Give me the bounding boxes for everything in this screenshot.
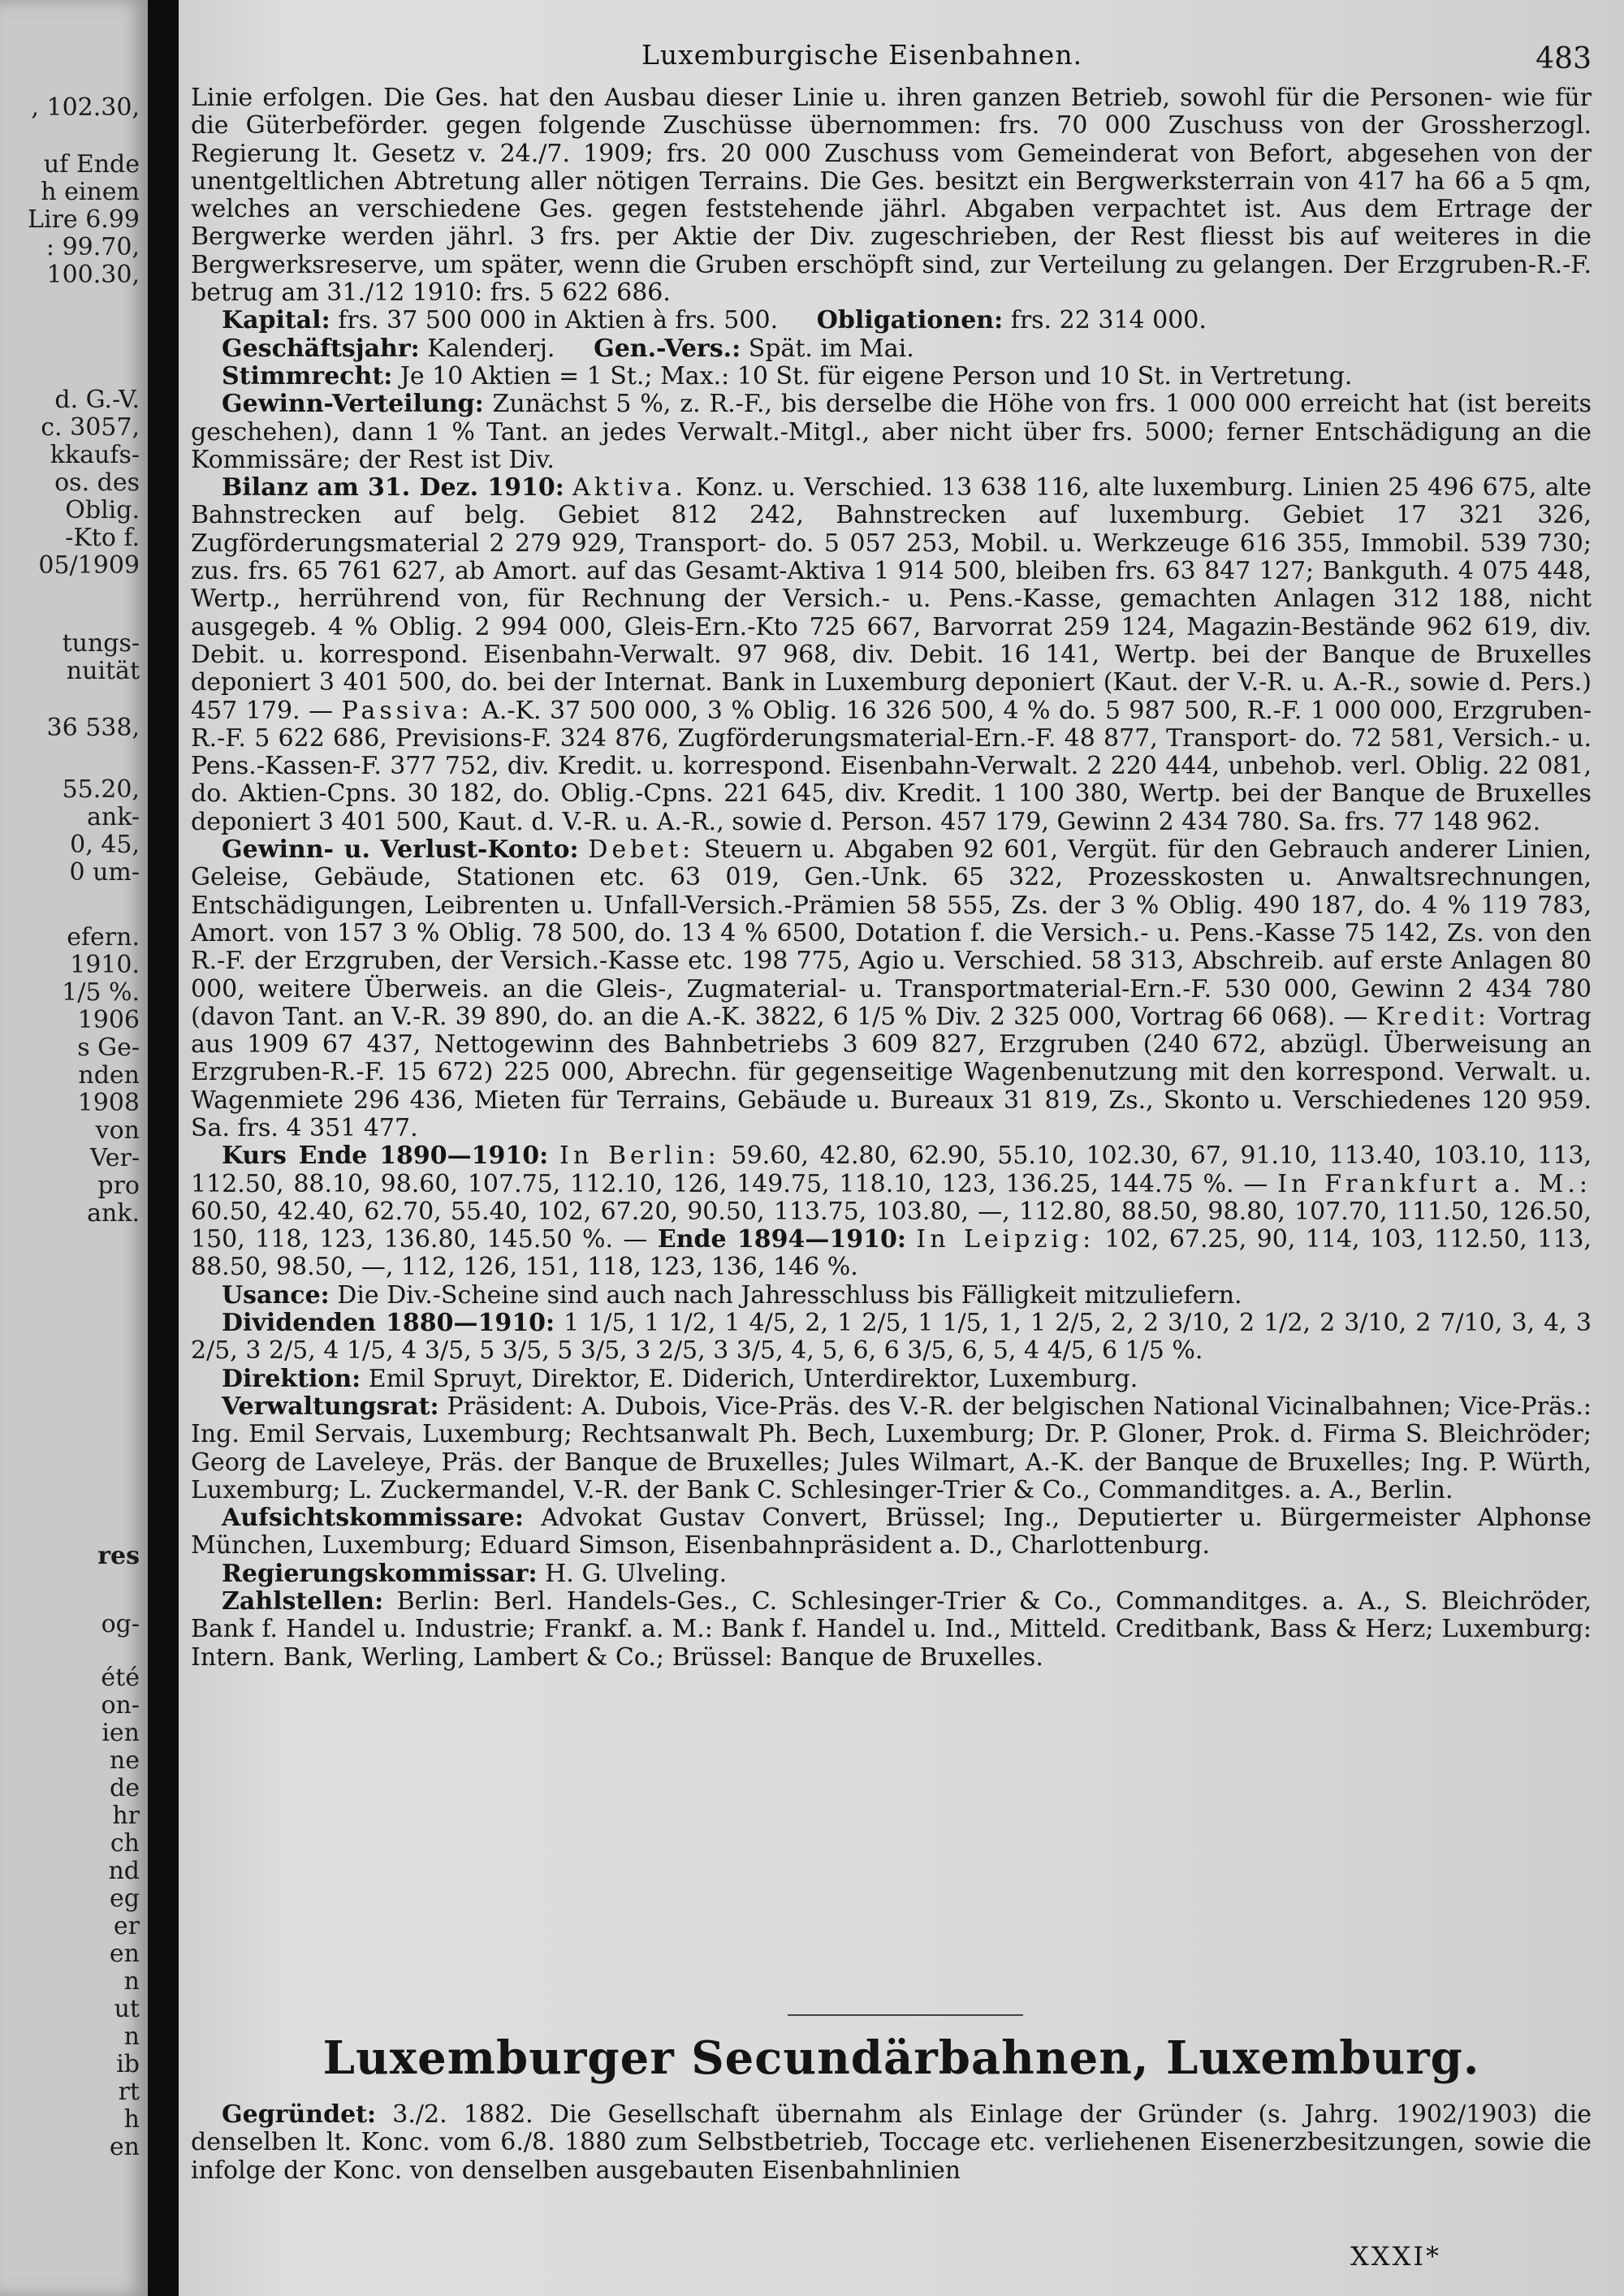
- zahlstellen-text: Berlin: Berl. Handels-Ges., C. Schlesinger-Trier & Co., Commanditges. a. A., S. Bleichröder, Bank f. Handel u. Industrie; Frankf. a. M.: Bank f. Handel u. Ind., Mitteld. Creditbank, Bass & Herz; Luxemburg: Intern. Bank, Werling, Lambert & Co.; Brüssel: Banque de Bruxelles.: [191, 1587, 1592, 1672]
- kurs-frankfurt-label: In Frankfurt a. M.:: [1277, 1169, 1592, 1198]
- passiva-label: Passiva:: [341, 696, 473, 725]
- bilanz-label: Bilanz am 31. Dez. 1910:: [222, 473, 564, 503]
- book-gutter: [148, 0, 179, 2296]
- debet-text: Steuern u. Abgaben 92 601, Vergüt. für den Gebrauch anderer Linien, Geleise, Gebäude, Stationen etc. 63 019, Gen.-Unk. 65 322, Prozesskosten u. Anwaltsrechnungen, Entschädigungen, Leibrenten u. Unfall-Versich.-Prämien 58 555, Zs. der 3 % Oblig. 490 187, do. 4 % 119 783, Amort. von 157 3 % Oblig. 78 500, do. 13 4 % 6500, Dotation f. die Versich.- u. Pens.-Kasse 75 142, Zs. von den R.-F. der Erzgruben, der Versich.-Kasse etc. 198 775, Agio u. Verschied. 58 313, Abschreib. auf erste Anlagen 80 000, weitere Überweis. an die Gleis-, Zugmaterial- u. Transportmaterial-Ern.-F. 530 000, Gewinn 2 434 780 (davon Tant. an V.-R. 39 890, do. an die A.-K. 3822, 6 1/5 % Div. 2 325 000, Vortrag 66 068). —: [191, 835, 1592, 1031]
- running-head: Luxemburgische Eisenbahnen.: [641, 39, 1083, 71]
- verwaltungsrat-label: Verwaltungsrat:: [222, 1392, 439, 1421]
- facing-page-text-fragment: efern.: [67, 923, 140, 952]
- zahlstellen-paragraph: [191, 1588, 1592, 1672]
- facing-page-text-fragment: 0 um-: [69, 858, 140, 887]
- kurs-label: Kurs Ende 1890—1910:: [222, 1142, 549, 1171]
- gewinn-verteilung-text: Zunächst 5 %, z. R.-F., bis derselbe die Höhe von frs. 1 000 000 erreicht hat (ist bereits geschehen), dann 1 % Tant. an jedes Verwalt.-Mitgl., aber nicht über frs. 5000; ferner Entschädigung an die Kommissäre; der Rest ist Div.: [191, 390, 1592, 474]
- kredit-text: Vortrag aus 1909 67 437, Nettogewinn des Bahnbetriebs 3 609 827, Erzgruben (240 672, abzügl. Überweisung an Erzgruben-R.-F. 15 672) 225 000, Abrechn. für gegenseitige Wagenbenutzung mit den korrespond. Verwalt. u. Wagenmiete 296 436, Mieten für Terrains, Gebäude u. Bureaux 31 819, Zs., Skonto u. Verschiedenes 120 959. Sa. frs. 4 351 477.: [191, 1002, 1592, 1142]
- verwaltungsrat-text: Präsident: A. Dubois, Vice-Präs. des V.-R. der belgischen National Vicinalbahnen; Vice-Präs.: Ing. Emil Servais, Luxemburg; Rechtsanwalt Ph. Bech, Luxemburg; Dr. P. Gloner, Prok. d. Firma S. Bleichröder; Georg de Laveleye, Präs. der Banque de Bruxelles; Jules Wilmart, A.-K. der Banque de Bruxelles; Ing. P. Würth, Luxemburg; L. Zuckermandel, V.-R. der Bank C. Schlesinger-Trier & Co., Commanditges. a. A., Berlin.: [191, 1392, 1592, 1504]
- direktion-text: Emil Spruyt, Direktor, E. Diderich, Unterdirektor, Luxemburg.: [368, 1364, 1138, 1393]
- usance-label: Usance:: [222, 1280, 330, 1310]
- facing-page-text-fragment: er: [113, 1912, 140, 1940]
- facing-page-text-fragment: hr: [112, 1802, 140, 1830]
- usance-paragraph: [191, 1282, 1592, 1310]
- facing-page-text-fragment: nden: [78, 1061, 140, 1090]
- facing-page-text-fragment: d. G.-V.: [54, 386, 140, 414]
- kredit-label: Kredit:: [1376, 1002, 1491, 1031]
- kapital-label: Kapital:: [222, 306, 330, 335]
- voting-rights-paragraph: [191, 363, 1592, 391]
- gewinn-verteilung-label: Gewinn-Verteilung:: [222, 390, 484, 419]
- facing-page-text-fragment: c. 3057,: [41, 413, 140, 442]
- facing-page-text-fragment: , 102.30,: [31, 93, 140, 122]
- facing-page-text-fragment: os. des: [54, 468, 140, 497]
- usance-text: Die Div.-Scheine sind auch nach Jahresschluss bis Fälligkeit mitzuliefern.: [337, 1280, 1242, 1310]
- facing-page-text-fragment: 1906: [77, 1006, 140, 1034]
- facing-page-text-fragment: ut: [114, 1995, 140, 2023]
- debet-label: Debet:: [588, 835, 695, 865]
- verwaltungsrat-paragraph: [191, 1393, 1592, 1504]
- kurs-frankfurt-values: 60.50, 42.40, 62.70, 55.40, 102, 67.20, 90.50, 113.75, 103.80, —, 112.80, 88.50, 98.80, 107.70, 111.50, 126.50, 150, 118, 123, 136.80, 145.50 %. —: [191, 1197, 1592, 1254]
- facing-page-text-fragment: 100.30,: [46, 261, 140, 289]
- facing-page-text-fragment: 0, 45,: [70, 831, 140, 859]
- kurs-leipzig-place: In Leipzig:: [916, 1225, 1095, 1254]
- facing-page-text-fragment: s Ge-: [77, 1034, 140, 1062]
- capital-line: [191, 307, 1592, 334]
- intro-paragraph: Linie erfolgen. Die Ges. hat den Ausbau dieser Linie u. ihren ganzen Betrieb, sowohl für die Personen- wie für die Güterbeförder. gegen folgende Zuschüsse übernommen: frs. 70 000 Zuschuss von der Grossherzogl. Regierung lt. Gesetz v. 24./7. 1909; frs. 20 000 Zuschuss vom Gemeinderat von Befort, abgesehen von der unentgeltlichen Abtretung aller nötigen Terrains. Die Ges. besitzt ein Bergwerksterrain von 417 ha 66 a 5 qm, welches an verschiedene Ges. gegen feststehende jährl. Abgaben verpachtet ist. Aus dem Ertrage der Bergwerke werden jährl. 3 frs. per Aktie der Div. zugeschrieben, der Rest fliesst bis auf weiteres in die Bergwerksreserve, um später, wenn die Gruben erschöpft sind, zur Verteilung zu gelangen. Der Erzgruben-R.-F. betrug am 31./12 1910: frs. 5 622 686.: [191, 84, 1592, 308]
- aufsichtskommissare-paragraph: [191, 1504, 1592, 1560]
- facing-page-text-fragment: kkaufs-: [50, 441, 140, 469]
- stimmrecht-value: Je 10 Aktien = 1 St.; Max.: 10 St. für eigene Person und 10 St. in Vertretung.: [400, 361, 1353, 391]
- direktion-paragraph: [191, 1366, 1592, 1393]
- kurs-berlin-label: In Berlin:: [559, 1142, 720, 1171]
- facing-page-text-fragment: 55.20,: [62, 775, 140, 804]
- dividends-paragraph: [191, 1310, 1592, 1366]
- facing-page-text-fragment: og-: [101, 1610, 140, 1638]
- book-page: [179, 0, 1624, 2296]
- facing-page-text-fragment: été: [101, 1664, 140, 1692]
- gegruendet-label: Gegründet:: [222, 2100, 377, 2129]
- facing-page-text-fragment: ank.: [87, 1199, 140, 1228]
- facing-page-text-fragment: de: [110, 1774, 140, 1802]
- facing-page-text-fragment: ien: [102, 1719, 140, 1747]
- kurs-leipzig-label: Ende 1894—1910:: [657, 1225, 906, 1254]
- facing-page-text-fragment: en: [109, 1940, 140, 1968]
- facing-page: [0, 0, 148, 2296]
- facing-page-text-fragment: n: [123, 2022, 140, 2051]
- gegruendet-paragraph: [191, 2101, 1592, 2185]
- gegruendet-text: 3./2. 1882. Die Gesellschaft übernahm als Einlage der Gründer (s. Jahrg. 1902/1903) die denselben lt. Konc. vom 6./8. 1880 zum Selbstbetrieb, Toccage etc. verliehenen Eisenerzbesitzungen, sowie die infolge der Konc. von denselben ausgebauten Eisenbahnlinien: [191, 2100, 1592, 2185]
- facing-page-text-fragment: on-: [101, 1691, 140, 1720]
- company-heading-secundaerbahnen: Luxemburger Secundärbahnen, Luxemburg.: [322, 2031, 1480, 2085]
- facing-page-text-fragment: nuität: [66, 657, 140, 685]
- share-price-paragraph: [191, 1142, 1592, 1281]
- stimmrecht-label: Stimmrecht:: [222, 361, 393, 391]
- facing-page-text-fragment: uf Ende: [43, 150, 140, 179]
- facing-page-text-fragment: res: [97, 1542, 140, 1570]
- printer-signature-mark: XXXI*: [1350, 2241, 1441, 2272]
- facing-page-text-fragment: ne: [109, 1746, 140, 1775]
- facing-page-text-fragment: ch: [110, 1829, 140, 1858]
- fiscal-year-line: [191, 335, 1592, 363]
- facing-page-text-fragment: ank-: [87, 803, 140, 831]
- profit-distribution-paragraph: [191, 391, 1592, 474]
- company-entry-luxemburgische-eisenbahnen: [191, 84, 1592, 1672]
- facing-page-text-fragment: eg: [110, 1884, 140, 1913]
- zahlstellen-label: Zahlstellen:: [222, 1587, 384, 1616]
- aufsichtskommissare-text: Advokat Gustav Convert, Brüssel; Ing., Deputierter u. Bürgermeister Alphonse München, Luxemburg; Eduard Simson, Eisenbahnpräsident a. D., Charlottenburg.: [191, 1504, 1592, 1560]
- dividenden-text: 1 1/5, 1 1/2, 1 4/5, 2, 1 2/5, 1 1/5, 1, 1 2/5, 2, 2 3/10, 2 1/2, 2 3/10, 2 7/10, 3, 4, 3 2/5, 3 2/5, 4 1/5, 4 3/5, 5 3/5, 5 3/5, 3 2/5, 3 3/5, 4, 5, 6, 6 3/5, 6, 5, 4 4/5, 6 1/5 %.: [191, 1309, 1592, 1366]
- obligationen-label: Obligationen:: [816, 306, 1004, 335]
- facing-page-text-fragment: : 99.70,: [45, 233, 140, 261]
- facing-page-text-fragment: h: [123, 2105, 140, 2134]
- aufsichtskommissare-label: Aufsichtskommissare:: [222, 1504, 524, 1533]
- facing-page-text-fragment: Ver-: [89, 1144, 140, 1172]
- dividenden-label: Dividenden 1880—1910:: [222, 1309, 555, 1338]
- direktion-label: Direktion:: [222, 1364, 361, 1393]
- facing-page-text-fragment: 36 538,: [46, 714, 140, 742]
- geschaeftsjahr-value: Kalenderj.: [427, 334, 555, 363]
- facing-page-text-fragment: Lire 6.99: [28, 205, 140, 234]
- facing-page-text-fragment: von: [95, 1116, 140, 1145]
- facing-page-text-fragment: n: [123, 1967, 140, 1996]
- facing-page-text-fragment: nd: [108, 1857, 140, 1885]
- facing-page-text-fragment: 1/5 %.: [62, 978, 140, 1007]
- facing-page-text-fragment: 05/1909: [38, 551, 140, 580]
- passiva-text: A.-K. 37 500 000, 3 % Oblig. 16 326 500, 4 % do. 5 987 500, R.-F. 1 000 000, Erzgruben-R.-F. 5 622 686, Previsions-F. 324 876, Zugförderungsmaterial-Ern.-F. 48 877, Transport- do. 72 581, Versich.- u. Pens.-Kassen-F. 377 752, div. Kredit. u. korrespond. Eisenbahn-Verwalt. 2 220 444, unbehob. verl. Oblig. 22 081, do. Aktien-Cpns. 30 182, do. Oblig.-Cpns. 221 645, div. Kredit. 1 100 380, Wertp. bei der Banque de Bruxelles deponiert 3 401 500, Kaut. d. V.-R. u. A.-R., sowie d. Person. 457 179, Gewinn 2 434 780. Sa. frs. 77 148 962.: [191, 696, 1592, 836]
- facing-page-text-fragment: h einem: [41, 178, 140, 206]
- genvers-value: Spät. im Mai.: [748, 334, 914, 363]
- company-entry-secundaerbahnen: [191, 2101, 1592, 2185]
- balance-sheet-paragraph: [191, 474, 1592, 836]
- facing-page-text-fragment: 1908: [77, 1089, 140, 1117]
- section-divider: [788, 2014, 1023, 2016]
- regierungskommissar-text: H. G. Ulveling.: [545, 1559, 728, 1588]
- obligationen-value: frs. 22 314 000.: [1010, 306, 1207, 335]
- facing-page-text-fragment: en: [109, 2133, 140, 2161]
- guv-label: Gewinn- u. Verlust-Konto:: [222, 835, 579, 865]
- facing-page-text-fragment: -Kto f.: [65, 524, 140, 552]
- geschaeftsjahr-label: Geschäftsjahr:: [222, 334, 420, 363]
- kurs-leipzig-values: 102, 67.25, 90, 114, 103, 112.50, 113, 88.50, 98.50, —, 112, 126, 151, 118, 123, 136, 146 %.: [191, 1225, 1592, 1282]
- regierungskommissar-label: Regierungskommissar:: [222, 1559, 538, 1588]
- kapital-value: frs. 37 500 000 in Aktien à frs. 500.: [338, 306, 779, 335]
- genvers-label: Gen.-Vers.:: [594, 334, 741, 363]
- aktiva-label: Aktiva.: [572, 473, 688, 503]
- profit-loss-paragraph: [191, 836, 1592, 1142]
- kurs-berlin-values: 59.60, 42.80, 62.90, 55.10, 102.30, 67, 91.10, 113.40, 103.10, 113, 112.50, 88.10, 98.60, 107.75, 112.10, 126, 149.75, 118.10, 123, 136.25, 144.75 %. —: [191, 1142, 1592, 1198]
- facing-page-text-fragment: rt: [118, 2078, 140, 2106]
- facing-page-text-fragment: ib: [116, 2050, 140, 2078]
- regierungskommissar-paragraph: [191, 1560, 1592, 1588]
- facing-page-text-fragment: tungs-: [62, 629, 140, 658]
- facing-page-text-fragment: pro: [97, 1172, 140, 1200]
- facing-page-text-fragment: 1910.: [70, 951, 140, 979]
- facing-page-text-fragment: Oblig.: [65, 496, 140, 524]
- aktiva-text: Konz. u. Verschied. 13 638 116, alte luxemburg. Linien 25 496 675, alte Bahnstrecken auf belg. Gebiet 812 242, Bahnstrecken auf luxemburg. Gebiet 17 321 326, Zugförderungsmaterial 2 279 929, Transport- do. 5 057 253, Mobil. u. Werkzeuge 616 355, Immobil. 539 730; zus. frs. 65 761 627, ab Amort. auf das Gesamt-Aktiva 1 914 500, bleiben frs. 63 847 127; Bankguth. 4 075 448, Wertp., herrührend von, für Rechnung der Versich.- u. Pens.-Kasse, gemachten Anlagen 312 188, nicht ausgegeb. 4 % Oblig. 2 994 000, Gleis-Ern.-Kto 725 667, Barvorrat 259 124, Magazin-Bestände 962 619, div. Debit. u. korrespond. Eisenbahn-Verwalt. 97 968, div. Debit. 16 141, Wertp. bei der Banque de Bruxelles deponiert 3 401 500, do. bei der Internat. Bank in Luxemburg deponiert (Kaut. der V.-R. u. A.-R., sowie d. Pers.) 457 179. —: [191, 473, 1592, 725]
- page-number: 483: [1535, 42, 1592, 76]
